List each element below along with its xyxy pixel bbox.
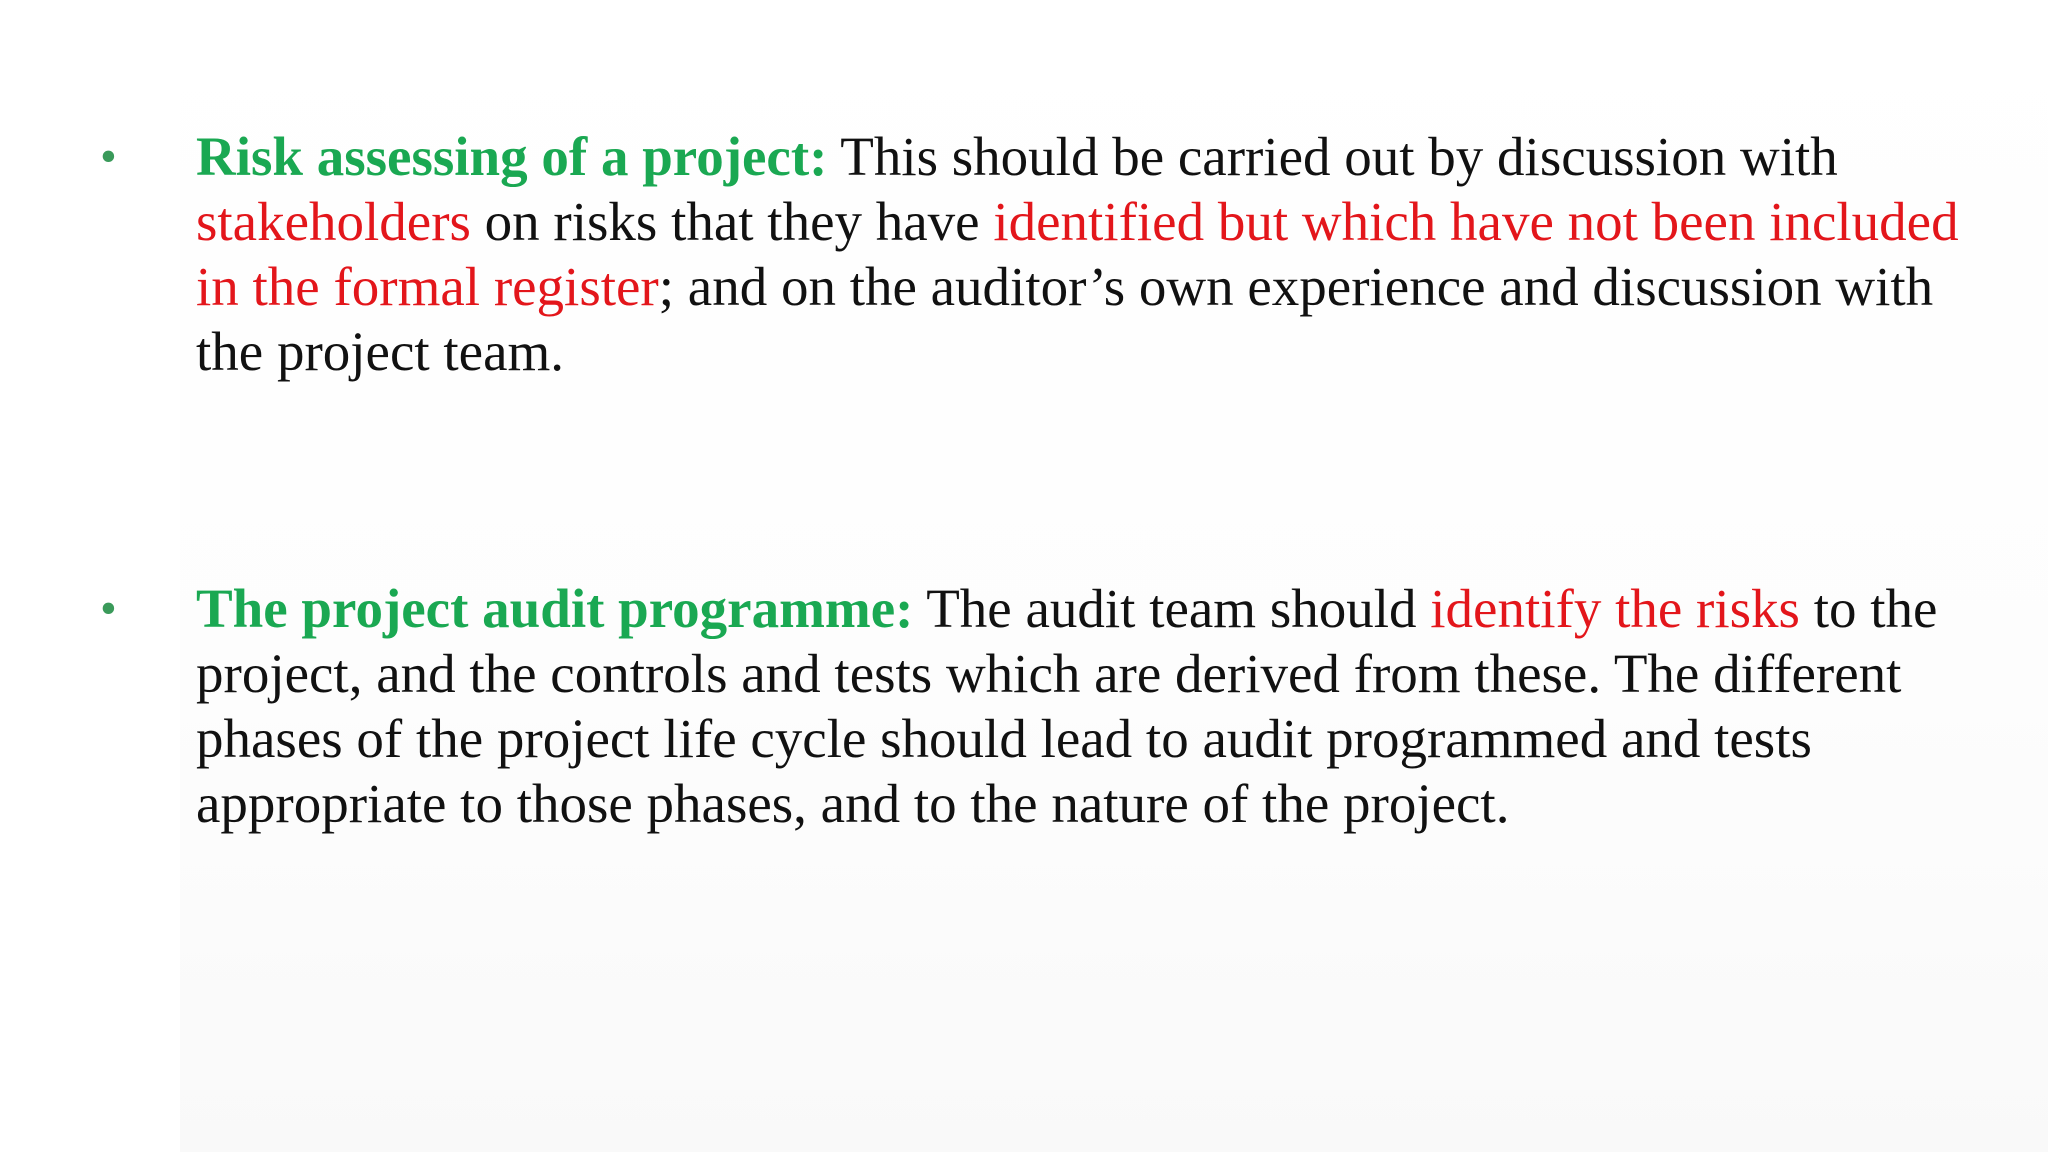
bullet-heading: Risk assessing of a project: [196,126,828,187]
bullet-item-risk-assessing [100,124,2010,384]
bullet-dot-icon: • [100,582,117,635]
bullet-heading: The project audit programme: [196,578,914,639]
bullet-text [150,124,2010,384]
bullet-text [150,576,2010,836]
text-segment: to the project, and the controls and tests which are derived from these. The different phases of the project life cycle should lead to audit programmed and tests appropriate to those phases, and to the nature of the project. [196,578,1938,834]
bullet-dot-icon: • [100,130,117,183]
text-segment: on risks that they have [470,191,994,252]
highlighted-text: stakeholders [196,191,471,252]
highlighted-text: identify the risks [1430,578,1800,639]
highlighted-text: identified but which have not been included in the formal register [196,191,1959,317]
bullet-item-audit-programme [100,576,2010,836]
text-segment: The audit team should [913,578,1431,639]
text-segment: ; and on the auditor’s own experience and discussion with the project team. [196,256,1934,382]
text-segment: This should be carried out by discussion with [827,126,1838,187]
